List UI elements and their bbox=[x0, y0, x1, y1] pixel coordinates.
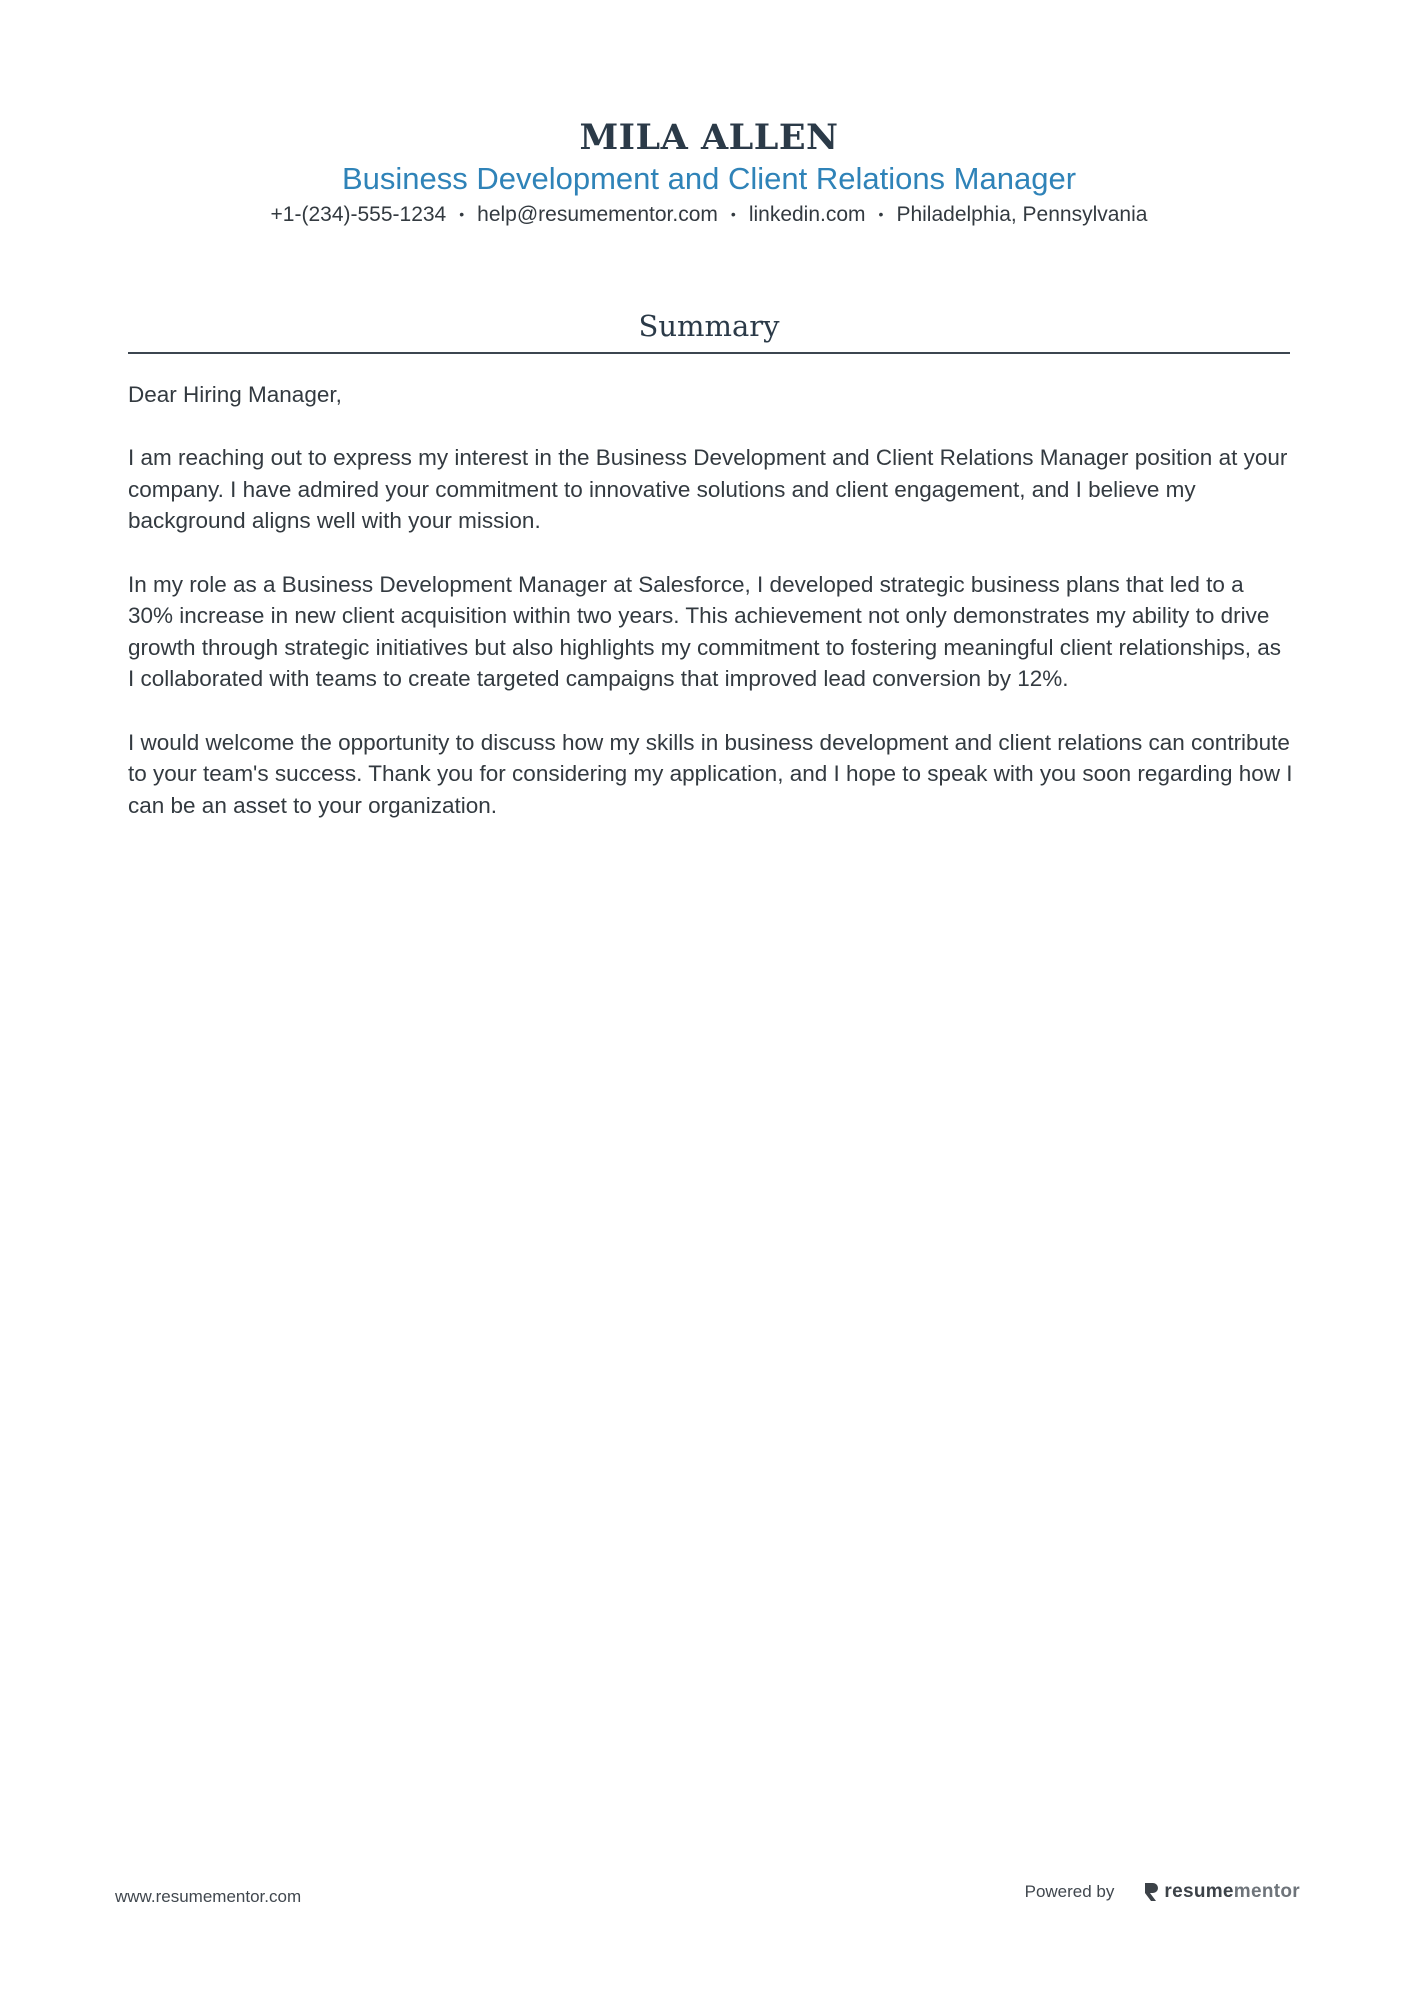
brand-logo[interactable] bbox=[1144, 1881, 1300, 1903]
letter-paragraph: I would welcome the opportunity to discuss how my skills in business development and client relations can contribute to your team's success. Thank you for considering my application, and I hope to speak with you soon regarding how I can be an asset to your organization. bbox=[128, 729, 1293, 818]
contact-email[interactable]: help@resumementor.com bbox=[477, 203, 718, 226]
letter-salutation: Dear Hiring Manager, bbox=[128, 382, 342, 407]
footer-branding bbox=[1025, 1881, 1300, 1903]
contact-location: Philadelphia, Pennsylvania bbox=[896, 203, 1148, 226]
section-divider bbox=[128, 352, 1290, 354]
candidate-name: MILA ALLEN bbox=[579, 117, 839, 158]
contact-linkedin[interactable]: linkedin.com bbox=[748, 203, 866, 226]
contact-line bbox=[128, 199, 1290, 230]
contact-phone: +1-(234)-555-1234 bbox=[270, 203, 447, 226]
section-heading-summary: Summary bbox=[638, 309, 780, 343]
contact-separator: • bbox=[878, 206, 884, 222]
resumementor-logo-icon bbox=[1144, 1882, 1159, 1902]
letter-paragraph: In my role as a Business Development Manager at Salesforce, I developed strategic business plans that led to a 30% increase in new client acquisition within two years. This achievement not only demonstrates my ability to drive growth through strategic initiatives but also highlights my commitment to fostering meaningful client relationships, as I collaborated with teams to create targeted campaigns that improved lead conversion by 12%. bbox=[128, 571, 1282, 692]
resume-header bbox=[128, 116, 1290, 230]
contact-separator: • bbox=[459, 206, 465, 222]
contact-separator: • bbox=[730, 206, 736, 222]
letter-body bbox=[128, 379, 1293, 853]
brand-text-mentor: mentor bbox=[1233, 1881, 1300, 1902]
brand-text-resume: resume bbox=[1164, 1881, 1234, 1902]
powered-by-label: Powered by bbox=[1024, 1882, 1115, 1901]
letter-paragraph: I am reaching out to express my interest in the Business Development and Client Relations Manager position at your company. I have admired your commitment to innovative solutions and client engagement, and I believe my background aligns well with your mission. bbox=[128, 445, 1288, 534]
job-title: Business Development and Client Relations Manager bbox=[341, 161, 1077, 196]
footer-website[interactable]: www.resumementor.com bbox=[115, 1887, 302, 1906]
